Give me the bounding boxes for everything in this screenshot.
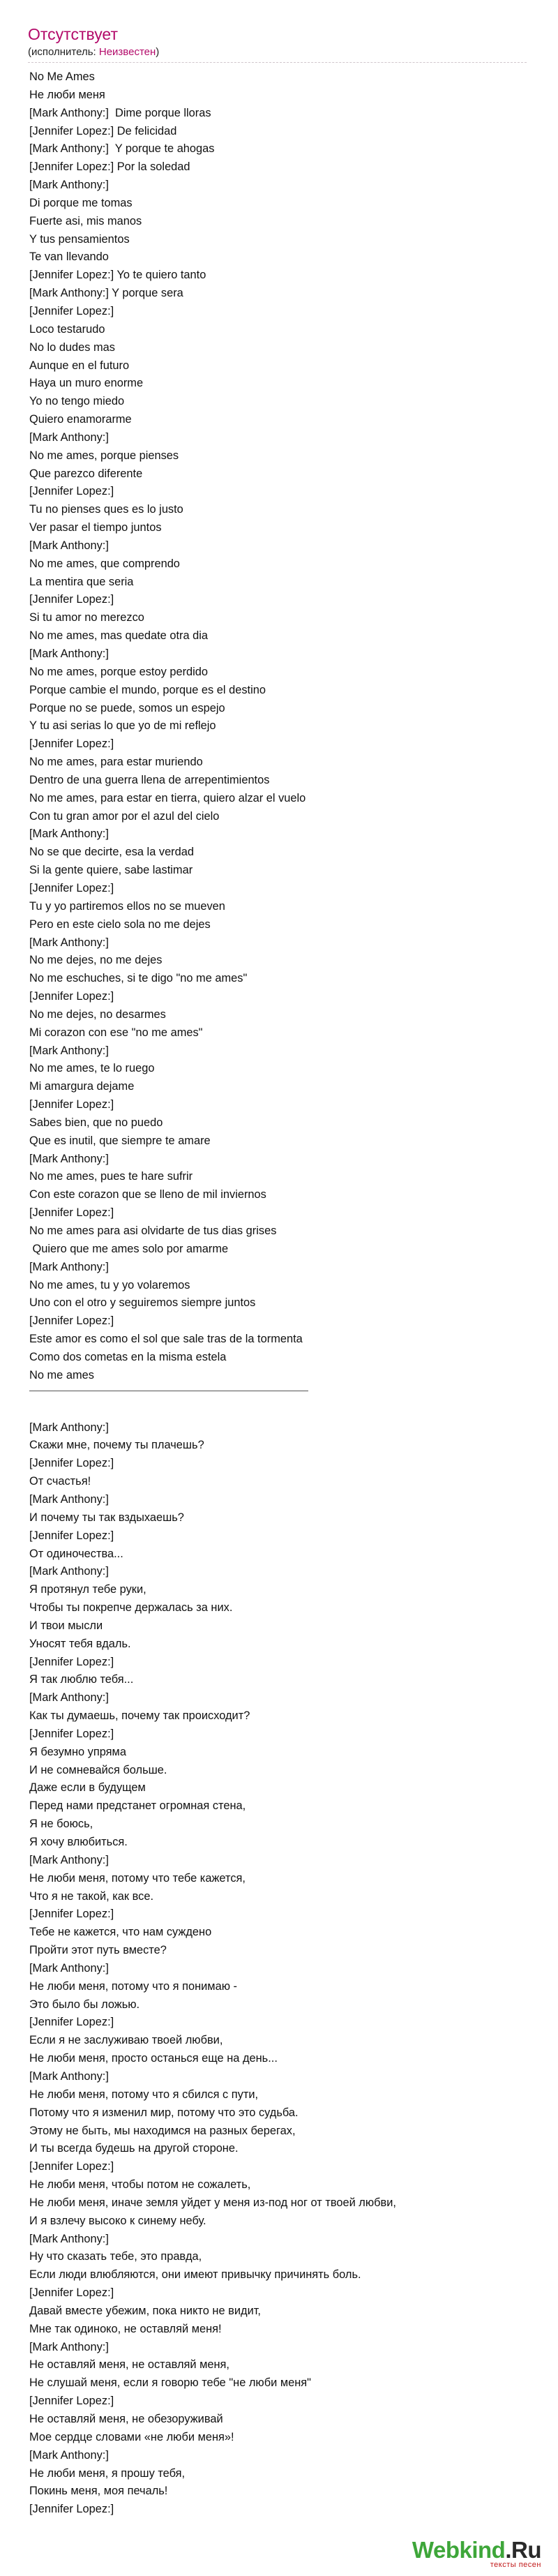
lyric-line: Мое сердце словами «не люби меня»! (29, 2430, 234, 2443)
lyric-line: No me eschuches, si te digo "no me ames" (29, 972, 248, 985)
lyric-line: [Jennifer Lopez:] (29, 1908, 114, 1921)
lyric-line: Ver pasar el tiempo juntos (29, 521, 162, 534)
lyric-line: [Mark Anthony:] (29, 2069, 109, 2083)
lyric-line: И ты всегда будешь на другой стороне. (29, 2142, 239, 2155)
lyric-line: Если я не заслуживаю твоей любви, (29, 2034, 223, 2047)
lyric-line: Con tu gran amor por el azul del cielo (29, 809, 220, 823)
lyric-line: [Jennifer Lopez:] (29, 881, 114, 894)
lyric-line: Давай вместе убежим, пока никто не видит, (29, 2304, 261, 2317)
lyric-line: [Jennifer Lopez:] (29, 1529, 114, 1542)
lyric-line: No me ames, tu y yo volaremos (29, 1278, 190, 1291)
lyric-line: Потому что я изменил мир, потому что это судьба. (29, 2106, 299, 2119)
lyric-line: Как ты думаешь, почему так происходит? (29, 1709, 250, 1723)
lyrics-body (29, 68, 531, 2519)
lyric-line: No se que decirte, esa la verdad (29, 846, 194, 859)
lyric-line: Quiero enamorarme (29, 413, 132, 426)
lyric-line: Aunque en el futuro (29, 359, 130, 372)
lyric-line: Fuerte asi, mis manos (29, 214, 142, 227)
lyric-line: No me ames, porque pienses (29, 449, 179, 462)
lyric-line: [Mark Anthony:] (29, 1421, 109, 1434)
lyric-line: No me dejes, no desarmes (29, 1008, 166, 1021)
lyric-line: Не люби меня, просто останься еще на день... (29, 2052, 278, 2065)
lyric-line: Haya un muro enorme (29, 377, 144, 390)
lyric-line: Тебе не кажется, что нам суждено (29, 1926, 212, 1939)
lyric-line: La mentira que seria (29, 575, 134, 588)
artist-prefix: (исполнитель: (28, 46, 99, 58)
lyric-line: [Jennifer Lopez:] (29, 2160, 114, 2173)
lyric-line: Loco testarudo (29, 322, 105, 336)
lyric-line: No me ames, que comprendo (29, 557, 180, 570)
artist-suffix: ) (156, 46, 160, 58)
lyrics-original (29, 68, 531, 1385)
lyric-line: [Mark Anthony:] (29, 1691, 109, 1705)
lyric-line: Yo no tengo miedo (29, 395, 125, 408)
lyric-line: Не люби меня, потому что я понимаю - (29, 1979, 238, 1993)
lyric-line: Que parezco diferente (29, 467, 143, 480)
lyric-line: No lo dudes mas (29, 340, 115, 354)
lyric-line: [Jennifer Lopez:] (29, 737, 114, 751)
lyric-line: Я так люблю тебя... (29, 1673, 134, 1686)
lyric-line: [Mark Anthony:] (29, 2232, 109, 2245)
lyric-line: Pero en este cielo sola no me dejes (29, 918, 211, 931)
lyric-line: Покинь меня, моя печаль! (29, 2485, 168, 2498)
lyric-line: [Jennifer Lopez:] (29, 2503, 114, 2516)
site-logo[interactable] (412, 2538, 541, 2569)
brand-wordmark (412, 2538, 541, 2562)
lyric-line: [Jennifer Lopez:] (29, 593, 114, 606)
lyric-line: Quiero que me ames solo por amarme (29, 1242, 229, 1255)
song-title: Отсутствует (28, 25, 118, 43)
lyric-line: [Jennifer Lopez:] (29, 1315, 114, 1328)
lyric-line: Перед нами предстанет огромная стена, (29, 1799, 246, 1813)
lyric-line: [Jennifer Lopez:] (29, 1457, 114, 1470)
lyric-line: Uno con el otro y seguiremos siempre juntos (29, 1296, 256, 1310)
lyric-line: Не слушай меня, если я говорю тебе "не люби меня" (29, 2376, 311, 2390)
lyric-line: [Jennifer Lopez:] (29, 2286, 114, 2300)
lyric-line: Не люби меня, потому что тебе кажется, (29, 1871, 246, 1885)
lyric-line: No me ames, para estar en tierra, quiero alzar el vuelo (29, 791, 306, 804)
lyric-line: Mi amargura dejame (29, 1080, 135, 1093)
lyric-line: Te van llevando (29, 250, 109, 264)
lyric-line: Y tus pensamientos (29, 232, 130, 246)
lyric-line: [Jennifer Lopez:] (29, 2016, 114, 2029)
lyric-line: [Mark Anthony:] (29, 2340, 109, 2353)
brand-main: Webkind (412, 2537, 506, 2563)
lyric-line: No me ames, pues te hare sufrir (29, 1170, 193, 1183)
lyric-line: No me ames, te lo ruego (29, 1062, 155, 1075)
lyric-line: Si tu amor no merezco (29, 611, 144, 624)
lyric-line: Даже если в будущем (29, 1781, 146, 1795)
lyric-line: Ну что сказать тебе, это правда, (29, 2250, 202, 2263)
lyric-line: Porque no se puede, somos un espejo (29, 701, 225, 714)
lyric-line: И я взлечу высоко к синему небу. (29, 2214, 206, 2227)
lyric-line: Пройти этот путь вместе? (29, 1944, 167, 1957)
lyric-line: Мне так одиноко, не оставляй меня! (29, 2322, 222, 2335)
lyric-line: Que es inutil, que siempre te amare (29, 1134, 211, 1147)
brand-tagline: тексты песен (490, 2561, 541, 2569)
lyric-line: [Jennifer Lopez:] Por la soledad (29, 160, 190, 174)
lyric-line: No me ames, porque estoy perdido (29, 665, 209, 678)
lyric-line: Porque cambie el mundo, porque es el destino (29, 683, 266, 696)
lyric-line: Dentro de una guerra llena de arrepentimientos (29, 773, 270, 786)
lyric-line: Не люби меня, иначе земля уйдет у меня из-под ног от твоей любви, (29, 2196, 396, 2209)
lyric-line: Я протянул тебе руки, (29, 1583, 146, 1596)
brand-tld: .Ru (505, 2537, 541, 2563)
lyric-line: Этому не быть, мы находимся на разных берегах, (29, 2124, 296, 2137)
lyric-line: Я безумно упряма (29, 1745, 126, 1758)
lyric-line: Уносят тебя вдаль. (29, 1637, 131, 1650)
lyric-line: И почему ты так вздыхаешь? (29, 1511, 184, 1524)
lyric-line: Если люди влюбляются, они имеют привычку причинять боль. (29, 2268, 361, 2282)
song-header (28, 24, 530, 63)
lyric-line: От одиночества... (29, 1547, 123, 1560)
lyric-line: Con este corazon que se lleno de mil inviernos (29, 1188, 266, 1201)
lyric-line: Что я не такой, как все. (29, 1889, 154, 1903)
lyric-line: Не люби меня, потому что я сбился с пути, (29, 2088, 259, 2101)
lyric-line: [Jennifer Lopez:] (29, 990, 114, 1003)
lyric-line: Скажи мне, почему ты плачешь? (29, 1439, 204, 1452)
lyric-line: [Mark Anthony:] (29, 1152, 109, 1165)
lyric-line: [Mark Anthony:] (29, 430, 109, 444)
lyric-line: Tu y yo partiremos ellos no se mueven (29, 899, 225, 913)
lyric-line: [Jennifer Lopez:] (29, 304, 114, 317)
lyric-line: Чтобы ты покрепче держалась за них. (29, 1601, 233, 1615)
lyric-line: [Mark Anthony:] (29, 1044, 109, 1057)
lyric-line: Di porque me tomas (29, 196, 133, 209)
lyric-line: [Mark Anthony:] (29, 647, 109, 660)
lyric-line: [Mark Anthony:] (29, 936, 109, 949)
lyric-line: Tu no pienses ques es lo justo (29, 503, 183, 516)
lyric-line: [Mark Anthony:] Dime porque lloras (29, 106, 211, 119)
lyric-line: [Mark Anthony:] (29, 1565, 109, 1578)
lyric-line: [Mark Anthony:] (29, 179, 109, 192)
lyric-line: No Me Ames (29, 70, 95, 83)
lyric-line: [Jennifer Lopez:] (29, 485, 114, 498)
lyric-line: [Jennifer Lopez:] (29, 2395, 114, 2408)
lyric-line: [Jennifer Lopez:] (29, 1655, 114, 1668)
lyric-line: [Mark Anthony:] (29, 1260, 109, 1273)
lyric-line: [Mark Anthony:] (29, 1492, 109, 1506)
lyric-line: No me ames para asi olvidarte de tus dias grises (29, 1225, 277, 1237)
lyric-line: Este amor es como el sol que sale tras de la tormenta (29, 1333, 303, 1346)
lyric-line: [Mark Anthony:] (29, 1853, 109, 1866)
lyric-line: Si la gente quiere, sabe lastimar (29, 864, 193, 877)
lyric-line: No me ames, mas quedate otra dia (29, 629, 209, 643)
lyric-line: [Mark Anthony:] (29, 1961, 109, 1975)
lyric-line: [Jennifer Lopez:] (29, 1727, 114, 1740)
lyric-line: Sabes bien, que no puedo (29, 1116, 163, 1129)
lyric-line: Не оставляй меня, не оставляй меня, (29, 2358, 229, 2372)
lyric-line: Не люби меня, чтобы потом не сожалеть, (29, 2178, 251, 2192)
lyric-line: От счастья! (29, 1475, 91, 1488)
lyric-line: [Mark Anthony:] (29, 2448, 109, 2462)
lyric-line: Не люби меня, я прошу тебя, (29, 2466, 186, 2480)
lyric-line: Не оставляй меня, не обезоруживай (29, 2413, 223, 2425)
lyric-line: [Mark Anthony:] (29, 539, 109, 552)
lyric-line: Y tu asi serias lo que yo de mi reflejo (29, 719, 216, 733)
lyric-line: Я хочу влюбиться. (29, 1836, 128, 1848)
lyric-line: No me ames (29, 1368, 94, 1381)
lyric-line: Я не боюсь, (29, 1818, 93, 1831)
lyrics-translation (29, 1419, 531, 2519)
lyric-line: И не сомневайся больше. (29, 1763, 167, 1776)
lyric-line: [Jennifer Lopez:] Yo te quiero tanto (29, 269, 206, 282)
artist-link[interactable]: Неизвестен (98, 46, 156, 58)
lyric-line: [Jennifer Lopez:] (29, 1206, 114, 1220)
lyric-line: И твои мысли (29, 1619, 103, 1632)
lyric-line: [Mark Anthony:] (29, 828, 109, 841)
lyric-line: Mi corazon con ese "no me ames" (29, 1026, 203, 1039)
lyric-line: [Mark Anthony:] Y porque sera (29, 287, 183, 300)
lyric-line: No me ames, para estar muriendo (29, 756, 203, 769)
lyric-line: [Jennifer Lopez:] De felicidad (29, 124, 177, 137)
lyric-line: Не люби меня (29, 88, 105, 101)
lyric-line: Это было бы ложью. (29, 1998, 140, 2011)
lyric-line: Como dos cometas en la misma estela (29, 1350, 227, 1363)
artist-line (28, 46, 527, 63)
lyric-line: [Mark Anthony:] Y porque te ahogas (29, 142, 215, 156)
lyric-line: [Jennifer Lopez:] (29, 1098, 114, 1111)
lyric-line: No me dejes, no me dejes (29, 954, 163, 967)
